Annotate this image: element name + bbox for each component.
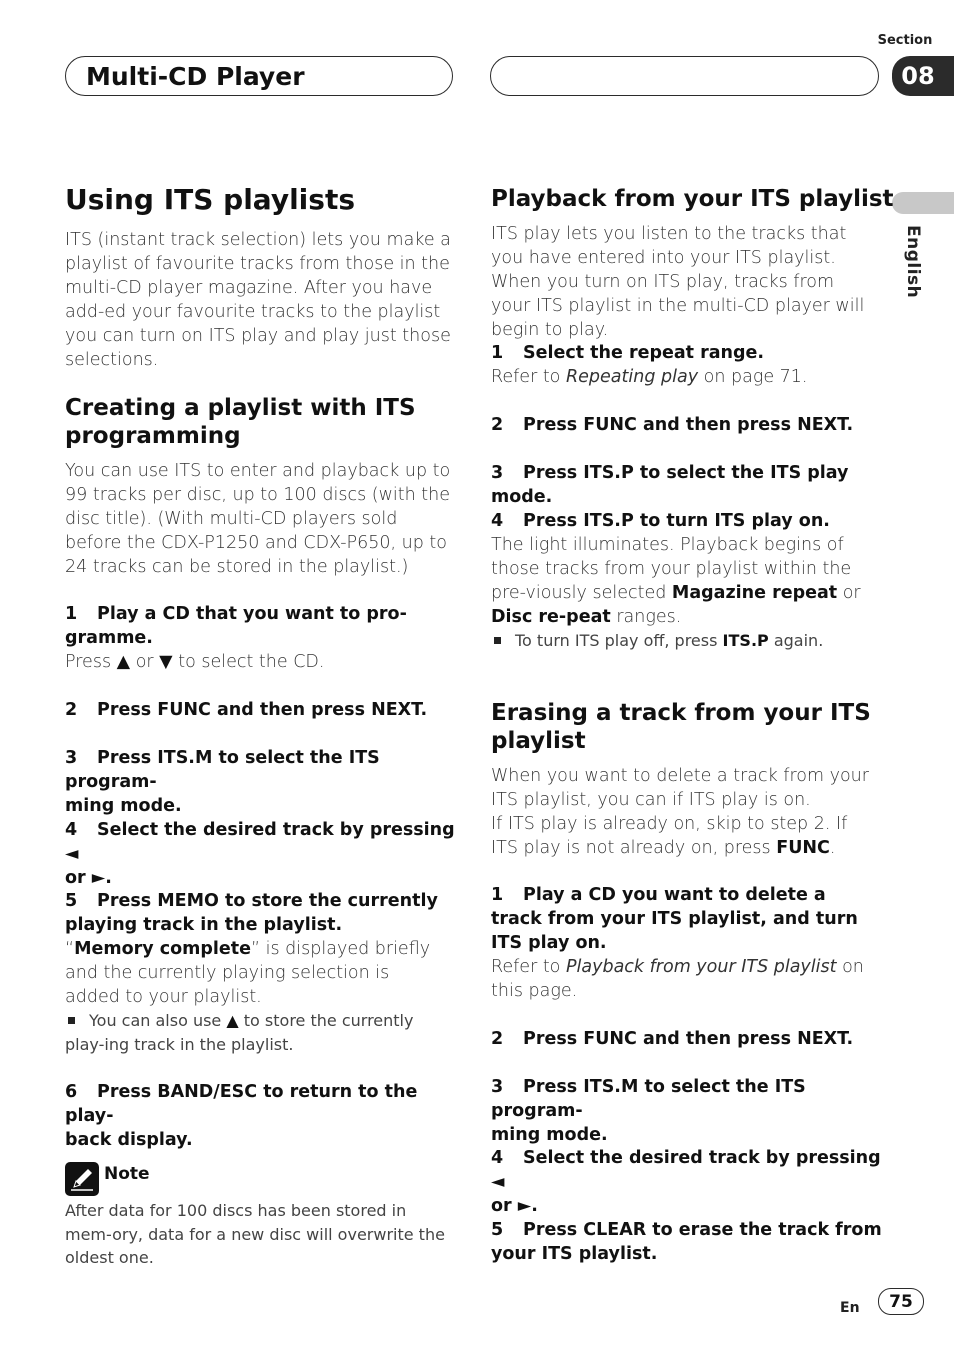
step-number: 4 xyxy=(491,1148,504,1168)
step-6 xyxy=(65,1080,460,1152)
section-label: Section xyxy=(877,33,933,48)
playback-step-3 xyxy=(491,461,886,509)
step-text: Play a CD you want to delete a track from your ITS playlist, and turn ITS play on. xyxy=(491,885,858,953)
step-text-cont: your ITS playlist. xyxy=(491,1244,658,1264)
step-number: 3 xyxy=(491,463,504,483)
step-5-detail xyxy=(65,937,445,1009)
step-text: Press MEMO to store the currently xyxy=(97,891,438,911)
detail-text: or xyxy=(135,652,154,672)
bullet-text: To turn ITS play off, press xyxy=(515,631,718,650)
detail-text: to select the CD. xyxy=(178,652,325,672)
step-text: Select the desired track by pressing ◄ xyxy=(491,1148,881,1192)
bullet-square-icon xyxy=(494,637,501,644)
display-message: Memory complete xyxy=(74,939,252,959)
mode-name: Disc re-peat xyxy=(491,607,611,627)
playback-body: ITS play lets you listen to the tracks that you have entered into your ITS playlist. When you turn on ITS play, tracks from your ITS playlist in the multi-CD player will begin to play. xyxy=(491,224,865,340)
step-text: Press ITS.P to select the ITS play mode. xyxy=(491,463,849,507)
chapter-title-pill xyxy=(65,56,453,96)
erase-step-1-detail xyxy=(491,955,881,1003)
erase-step-4 xyxy=(491,1146,886,1218)
step-text-cont: or ►. xyxy=(491,1196,538,1216)
creating-playlist-body: You can use ITS to enter and playback up to 99 tracks per disc, up to 100 discs (with the disc title). (With multi-CD players sold before the CDX-P1250 and CDX-P650, up to 24 tracks can be stored in the playlist.) xyxy=(65,461,451,577)
mode-name: Magazine repeat xyxy=(671,583,838,603)
bullet-text: You can also use xyxy=(89,1011,222,1030)
playback-step-4-detail xyxy=(491,533,879,629)
bullet-text: again. xyxy=(773,631,824,650)
down-arrow-icon: ▼ xyxy=(159,652,173,672)
up-arrow-icon: ▲ xyxy=(226,1011,239,1030)
step-3 xyxy=(65,746,460,818)
step-text-cont: ming mode. xyxy=(491,1125,608,1145)
step-text-cont: or ►. xyxy=(65,868,112,888)
chapter-title: Multi-CD Player xyxy=(86,62,305,91)
detail-text: Refer to xyxy=(491,957,561,977)
erase-step-5 xyxy=(491,1218,886,1266)
step-number: 1 xyxy=(491,885,504,905)
reference-link: Playback from your ITS playlist xyxy=(565,957,837,977)
erasing-heading: Erasing a track from your ITS playlist xyxy=(491,700,871,754)
step-text: Select the desired track by pressing ◄ xyxy=(65,820,455,864)
button-name: ITS.P xyxy=(722,631,769,650)
section-number-tab: 08 xyxy=(892,56,954,96)
detail-text: on page 71. xyxy=(703,367,808,387)
step-text-cont: gramme. xyxy=(65,628,153,648)
step-text: Select the repeat range. xyxy=(523,343,765,363)
detail-text: ranges. xyxy=(616,607,682,627)
step-text: Press FUNC and then press NEXT. xyxy=(523,1029,854,1049)
step-text: Press ITS.M to select the ITS program- xyxy=(491,1077,806,1121)
erasing-body-2 xyxy=(491,812,879,860)
step-number: 4 xyxy=(65,820,78,840)
detail-text: Refer to xyxy=(491,367,561,387)
note-pencil-icon xyxy=(65,1162,99,1196)
step-text: Press ITS.P to turn ITS play on. xyxy=(523,511,830,531)
step-text-cont: playing track in the playlist. xyxy=(65,915,343,935)
playback-step-4-bullet xyxy=(491,629,886,653)
erase-step-3 xyxy=(491,1075,886,1147)
step-number: 1 xyxy=(65,604,78,624)
step-number: 3 xyxy=(65,748,78,768)
step-text: Press FUNC and then press NEXT. xyxy=(523,415,854,435)
language-label: English xyxy=(903,225,923,299)
step-number: 5 xyxy=(491,1220,504,1240)
step-number: 4 xyxy=(491,511,504,531)
step-text-cont: back display. xyxy=(65,1130,193,1150)
language-tab xyxy=(892,192,954,214)
step-text: Press ITS.M to select the ITS program- xyxy=(65,748,380,792)
erase-step-1 xyxy=(491,883,871,955)
step-text: Press FUNC and then press NEXT. xyxy=(97,700,428,720)
step-text-cont: ming mode. xyxy=(65,796,182,816)
erasing-body-1: When you want to delete a track from your ITS playlist, you can if ITS play is on. xyxy=(491,766,869,810)
erase-step-2 xyxy=(491,1027,886,1051)
detail-text: The light illuminates. Playback begins of those tracks from your playlist within the pre-viously selected xyxy=(491,535,852,603)
language-code: En xyxy=(840,1300,860,1316)
quote-mark: “ xyxy=(65,939,75,959)
detail-text: ” is displayed briefly and the currently playing selection is added to your playlist. xyxy=(65,939,431,1007)
note-label: Note xyxy=(104,1164,150,1184)
step-text: Play a CD that you want to pro- xyxy=(97,604,407,624)
playback-heading: Playback from your ITS playlist xyxy=(491,186,894,212)
reference-link: Repeating play xyxy=(565,367,699,387)
intro-paragraph: ITS (instant track selection) lets you make a playlist of favourite tracks from those in the multi-CD player magazine. After you have add-ed your favourite tracks to the playlist you can turn on ITS play and play just those selections. xyxy=(65,230,451,370)
step-2 xyxy=(65,698,460,722)
step-4 xyxy=(65,818,460,890)
detail-text: on this page. xyxy=(491,957,864,1001)
step-number: 3 xyxy=(491,1077,504,1097)
playback-step-2 xyxy=(491,413,886,437)
step-number: 2 xyxy=(491,1029,504,1049)
bullet-square-icon xyxy=(68,1017,75,1024)
playback-step-1-detail xyxy=(491,365,886,389)
step-number: 2 xyxy=(491,415,504,435)
up-arrow-icon: ▲ xyxy=(116,652,131,672)
playback-step-1 xyxy=(491,341,886,365)
note-body: After data for 100 discs has been stored in mem-ory, data for a new disc will overwrite the oldest one. xyxy=(65,1201,445,1267)
step-text: Press BAND/ESC to return to the play- xyxy=(65,1082,418,1126)
empty-header-pill xyxy=(490,56,879,96)
step-number: 6 xyxy=(65,1082,78,1102)
step-1-detail xyxy=(65,650,460,674)
detail-text: or xyxy=(842,583,861,603)
detail-text: Press xyxy=(65,652,112,672)
page-title: Using ITS playlists xyxy=(65,183,355,216)
step-5-bullet xyxy=(65,1009,455,1056)
step-1 xyxy=(65,602,460,650)
bullet-text: to store the currently play-ing track in the playlist. xyxy=(65,1011,414,1054)
step-5 xyxy=(65,889,460,937)
playback-step-4 xyxy=(491,509,886,533)
page-number: 75 xyxy=(878,1288,924,1315)
step-number: 2 xyxy=(65,700,78,720)
step-number: 5 xyxy=(65,891,78,911)
detail-text: If ITS play is already on, skip to step 2. If ITS play is not already on, press xyxy=(491,814,848,858)
button-name: FUNC xyxy=(776,838,830,858)
creating-playlist-heading: Creating a playlist with ITS programming xyxy=(65,395,416,449)
detail-text: . xyxy=(829,838,836,858)
step-text: Press CLEAR to erase the track from xyxy=(523,1220,882,1240)
step-number: 1 xyxy=(491,343,504,363)
